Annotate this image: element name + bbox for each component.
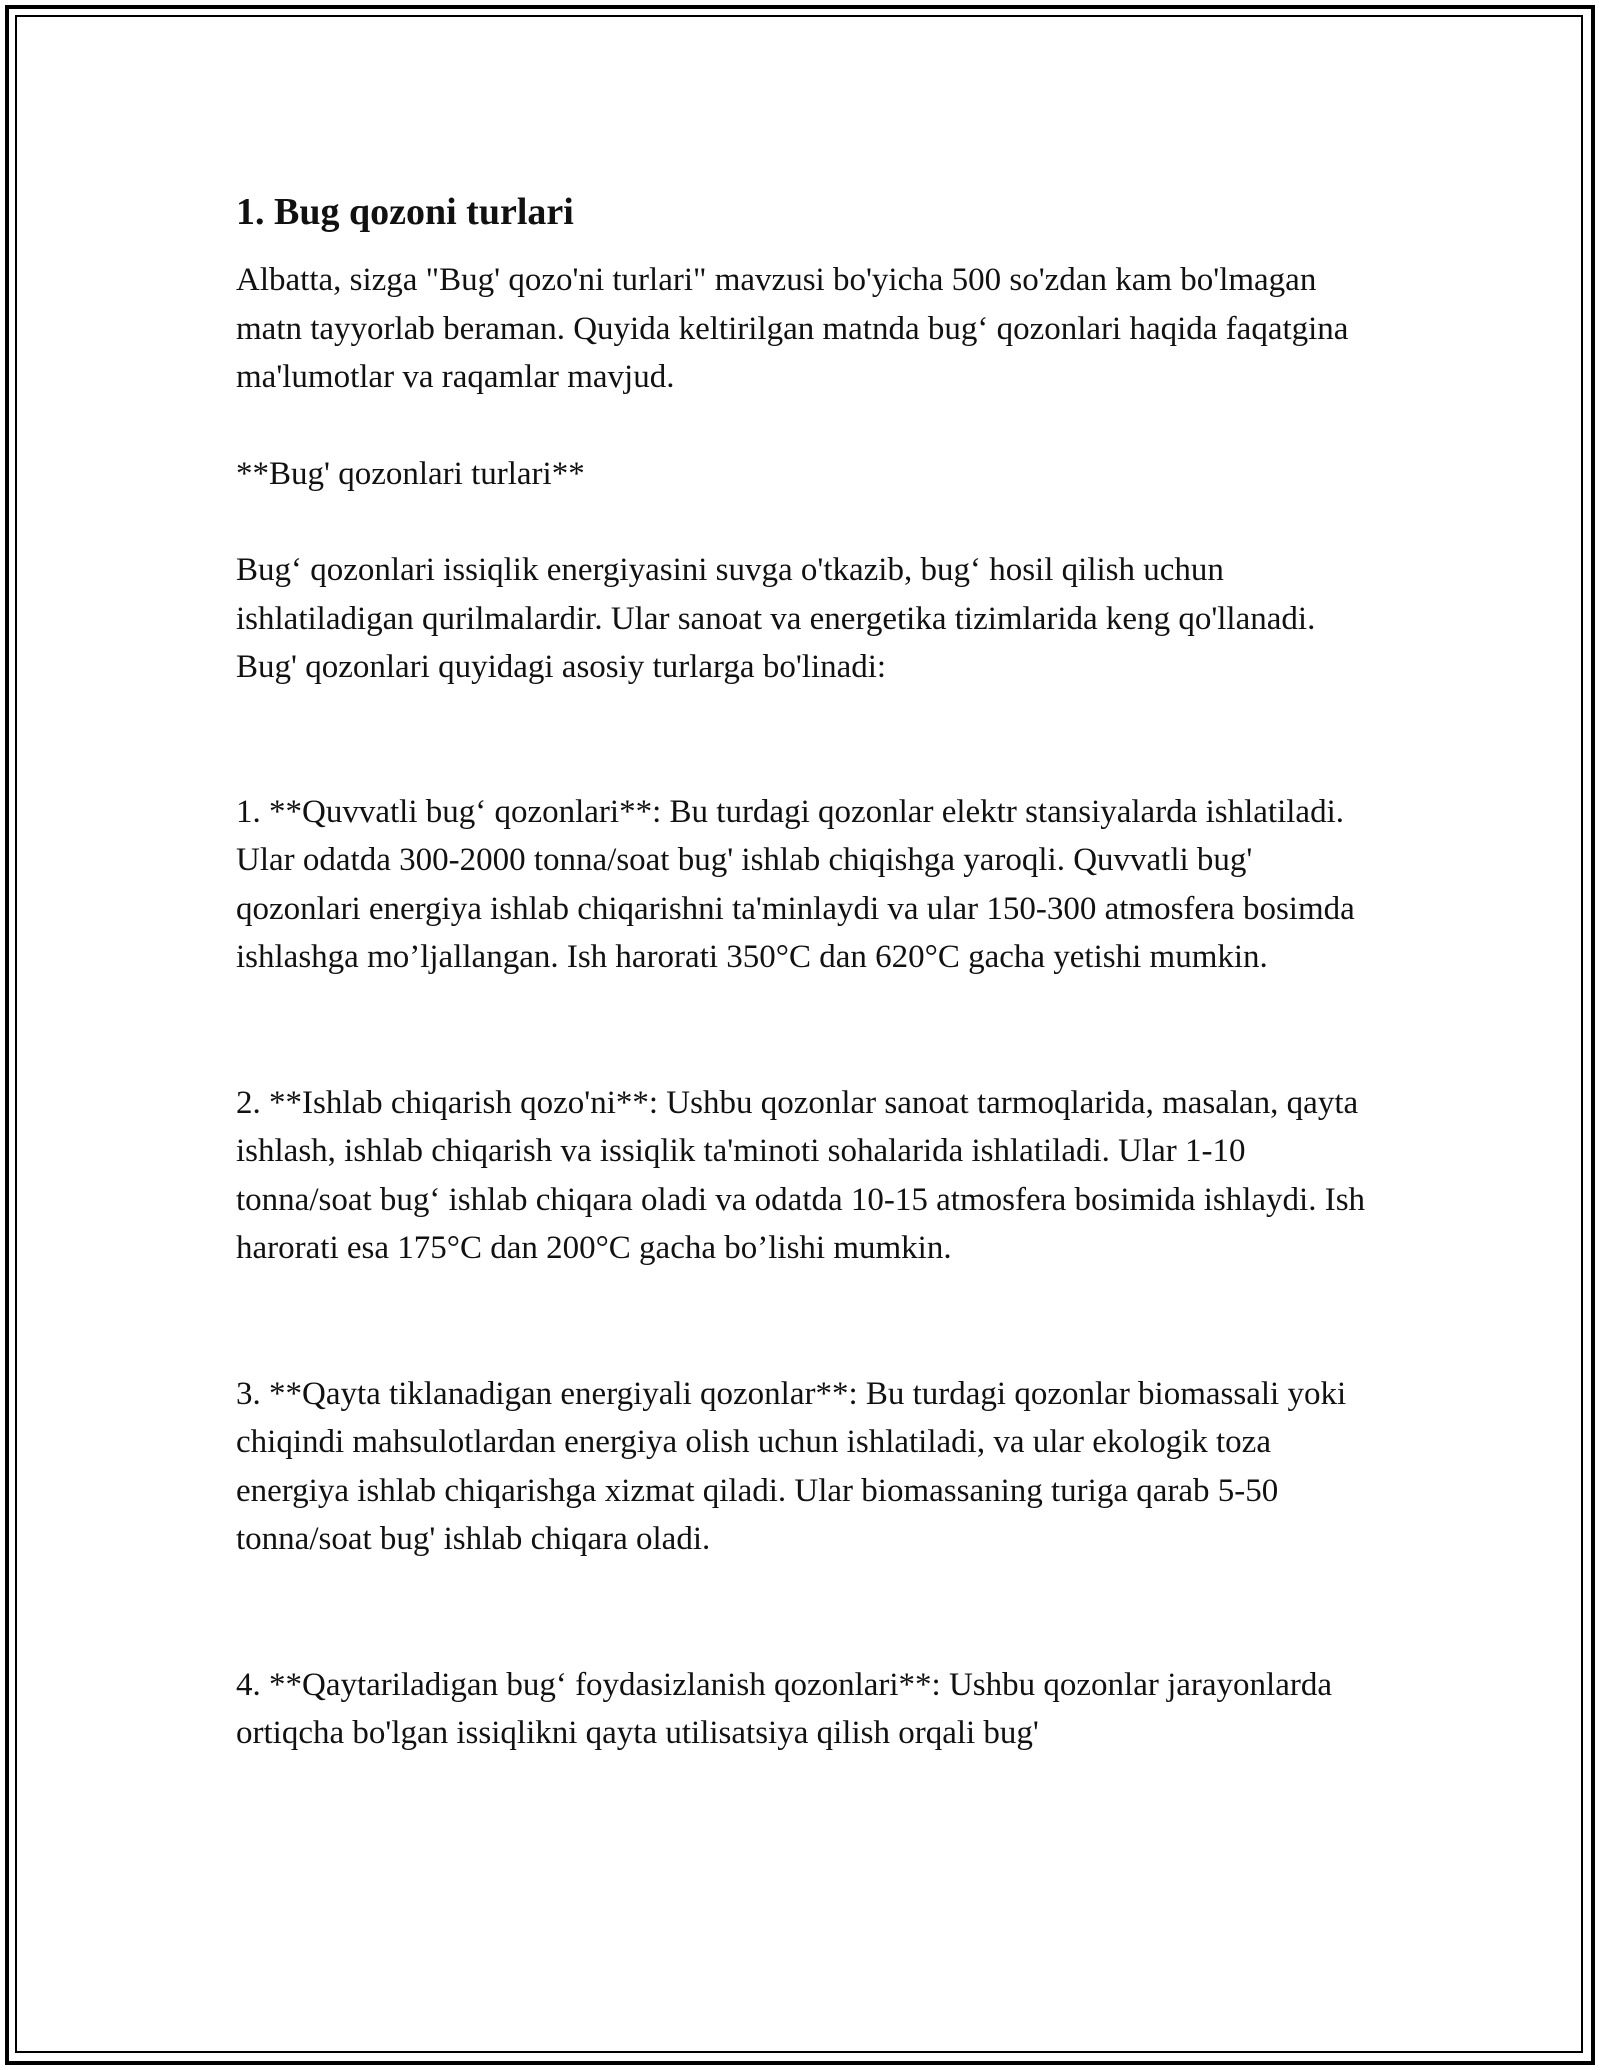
list-item: 4. **Qaytariladigan bug‘ foydasizlanish qozonlari**: Ushbu qozonlar jarayonlarda ortiqcha bo'lgan issiqlikni qayta utilisatsiya qilish orqali bug': [236, 1666, 1333, 1751]
intro-paragraph: Albatta, sizga "Bug' qozo'ni turlari" mavzusi bo'yicha 500 so'zdan kam bo'lmagan matn tayyorlab beraman. Quyida keltirilgan matnda bug‘ qozonlari haqida faqatgina ma'lumotlar va raqamlar mavjud.: [236, 262, 1349, 395]
description-paragraph: Bug‘ qozonlari issiqlik energiyasini suvga o'tkazib, bug‘ hosil qilish uchun ishlatiladigan qurilmalardir. Ular sanoat va energetika tizimlarida keng qo'llanadi. Bug' qozonlari quyidagi asosiy turlarga bo'linadi:: [236, 552, 1316, 685]
list-item: 3. **Qayta tiklanadigan energiyali qozonlar**: Bu turdagi qozonlar biomassali yoki chiqindi mahsulotlardan energiya olish uchun ishlatiladi, va ular ekologik toza energiya ishlab chiqarishga xizmat qiladi. Ular biomassaning turiga qarab 5-50 tonna/soat bug' ishlab chiqara oladi.: [236, 1375, 1347, 1557]
list-item: 1. **Quvvatli bug‘ qozonlari**: Bu turdagi qozonlar elektr stansiyalarda ishlatiladi. Ular odatda 300-2000 tonna/soat bug' ishlab chiqishga yaroqli. Quvvatli bug' qozonlari energiya ishlab chiqarishni ta'minlaydi va ular 150-300 atmosfera bosimda ishlashga mo’ljallangan. Ish harorati 350°C dan 620°C gacha yetishi mumkin.: [236, 793, 1355, 975]
document-title: 1. Bug qozoni turlari: [236, 191, 574, 233]
document-body: [236, 186, 1366, 1758]
list-item: 2. **Ishlab chiqarish qozo'ni**: Ushbu qozonlar sanoat tarmoqlarida, masalan, qayta ishlash, ishlab chiqarish va issiqlik ta'minoti sohalarida ishlatiladi. Ular 1-10 tonna/soat bug‘ ishlab chiqara oladi va odatda 10-15 atmosfera bosimida ishlaydi. Ish harorati esa 175°C dan 200°C gacha bo’lishi mumkin.: [236, 1084, 1366, 1266]
subheading-paragraph: **Bug' qozonlari turlari**: [236, 455, 585, 492]
